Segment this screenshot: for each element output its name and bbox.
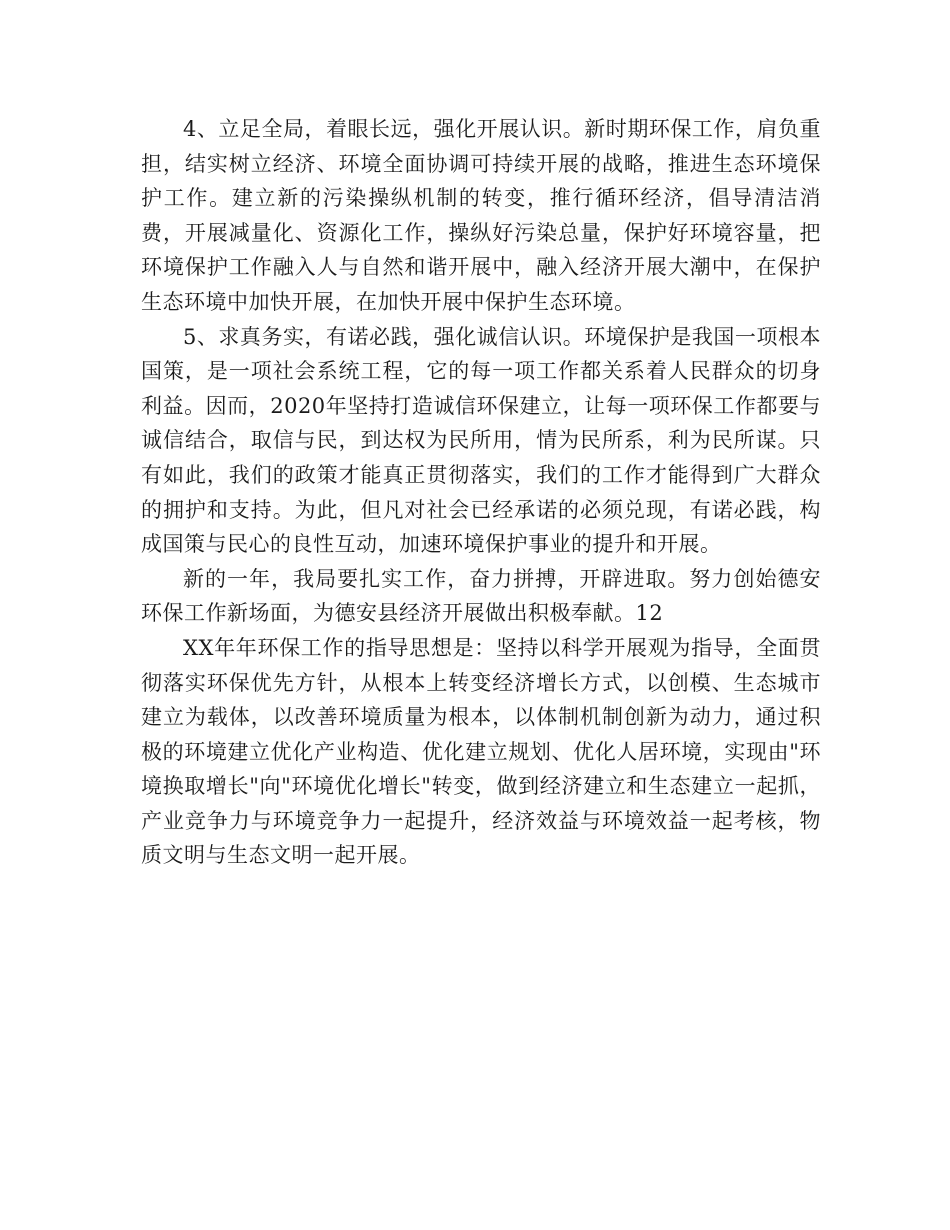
paragraph-3: 新的一年，我局要扎实工作，奋力拼搏，开辟进取。努力创始德安环保工作新场面，为德安县经济开展做出积极奉献。12 [141,566,821,626]
paragraph-4: XX年年环保工作的指导思想是：坚持以科学开展观为指导，全面贯彻落实环保优先方针，从根本上转变经济增长方式，以创模、生态城市建立为载体，以改善环境质量为根本，以体制机制创新为动力，通过积极的环境建立优化产业构造、优化建立规划、优化人居环境，实现由"环境换取增长"向"环境优化增长"转变，做到经济建立和生态建立一起抓，产业竞争力与环境竞争力一起提升，经济效益与环境效益一起考核，物质文明与生态文明一起开展。 [141,635,821,868]
document-body [141,112,821,873]
paragraph-1: 4、立足全局，着眼长远，强化开展认识。新时期环保工作，肩负重担，结实树立经济、环境全面协调可持续开展的战略，推进生态环境保护工作。建立新的污染操纵机制的转变，推行循环经济，倡导清洁消费，开展减量化、资源化工作，操纵好污染总量，保护好环境容量，把环境保护工作融入人与自然和谐开展中，融入经济开展大潮中，在保护生态环境中加快开展，在加快开展中保护生态环境。 [141,117,821,314]
paragraph-2: 5、求真务实，有诺必践，强化诚信认识。环境保护是我国一项根本国策，是一项社会系统工程，它的每一项工作都关系着人民群众的切身利益。因而，2020年坚持打造诚信环保建立，让每一项环保工作都要与诚信结合，取信与民，到达权为民所用，情为民所系，利为民所谋。只有如此，我们的政策才能真正贯彻落实，我们的工作才能得到广大群众的拥护和支持。为此，但凡对社会已经承诺的必须兑现，有诺必践，构成国策与民心的良性互动，加速环境保护事业的提升和开展。 [141,324,821,557]
